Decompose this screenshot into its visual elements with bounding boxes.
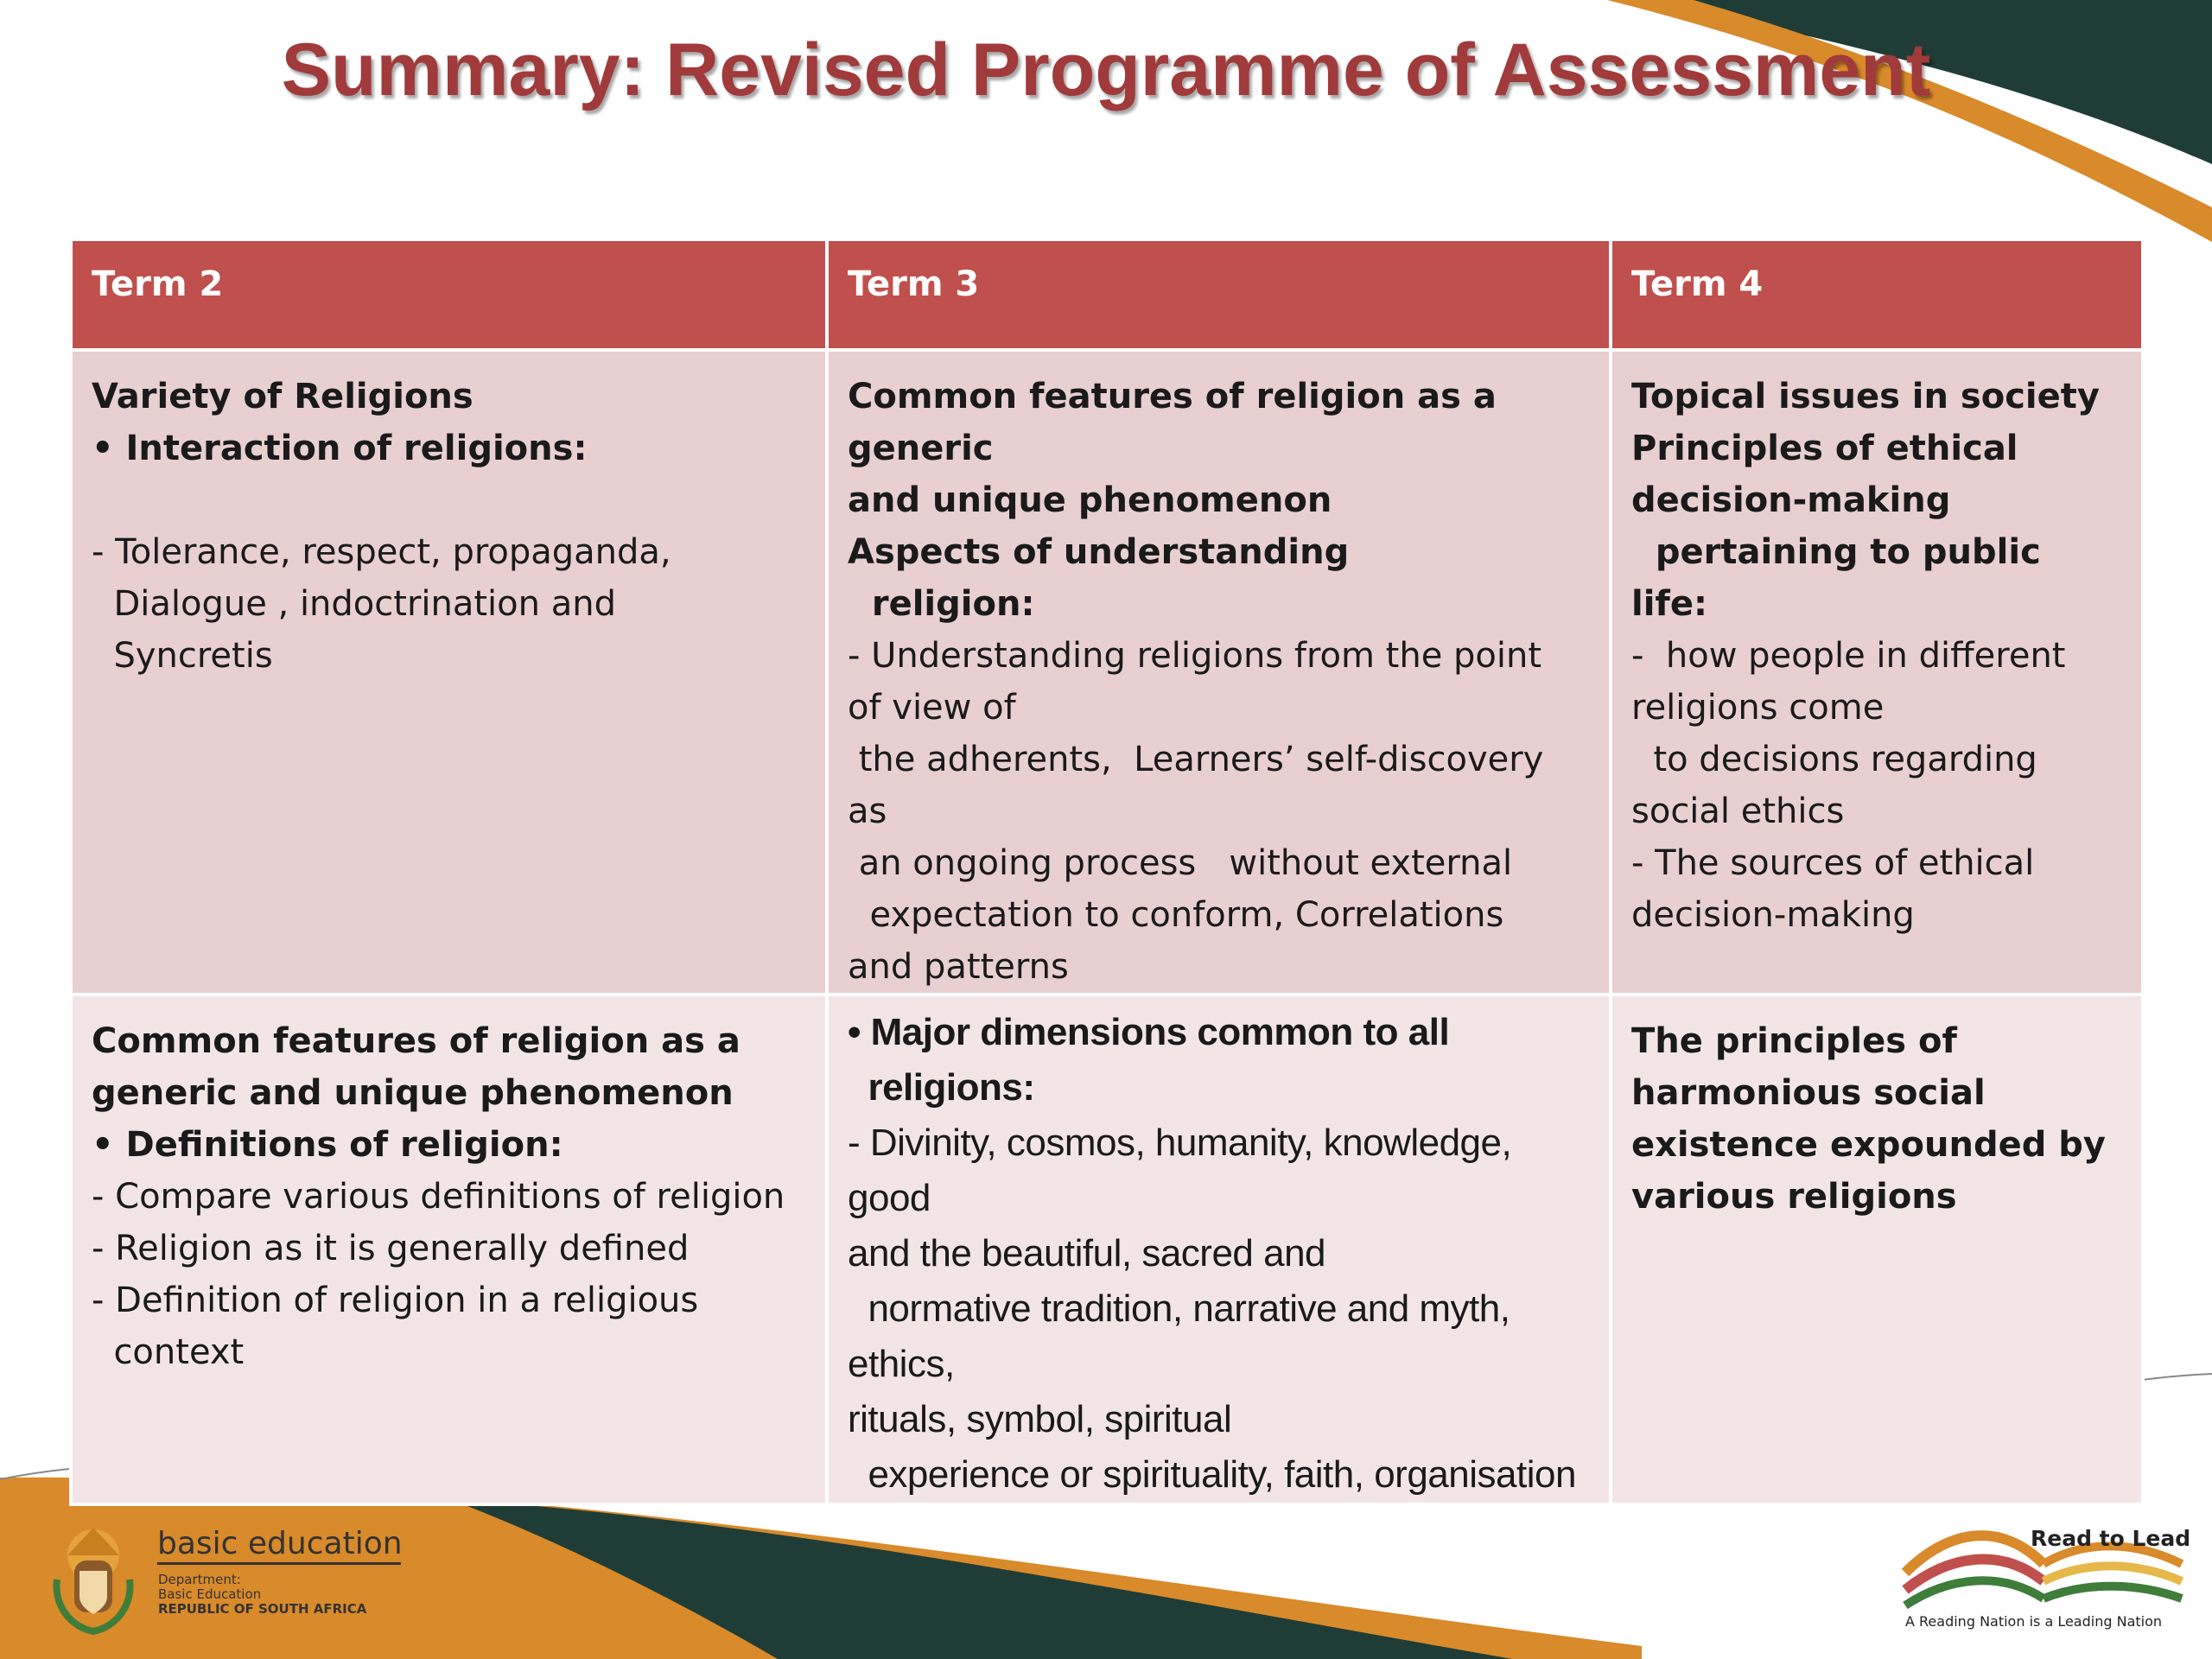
cell-line: Topical issues in society	[1631, 377, 2100, 416]
cell-line: Variety of Religions	[92, 377, 474, 416]
header-term-4: Term 4	[1611, 239, 2143, 350]
dept-line-1: Department:	[158, 1572, 241, 1587]
cell-line: religions come	[1631, 688, 1885, 728]
cell-line: harmonious social	[1631, 1073, 1986, 1113]
basic-education-logo-text: basic education	[157, 1526, 403, 1561]
assessment-table	[69, 238, 2145, 1506]
table-row	[71, 995, 2143, 1504]
cell-line: decision-making	[1631, 895, 1915, 935]
cell-term-3-row-2	[827, 995, 1611, 1504]
cell-line: as	[848, 791, 887, 831]
cell-line: Common features of religion as a generic	[848, 377, 1509, 468]
cell-line: The principles of	[1631, 1021, 1957, 1061]
cell-line: decision-making	[1631, 480, 1951, 520]
cell-term-4-row-2	[1611, 995, 2143, 1504]
header-row	[71, 239, 2143, 350]
cell-line: existence expounded by	[1631, 1125, 2106, 1165]
department-text	[158, 1573, 366, 1617]
cell-line: various religions	[1631, 1177, 1957, 1217]
read-to-lead-slogan: A Reading Nation is a Leading Nation	[1905, 1613, 2163, 1630]
cell-term-2-row-1	[71, 350, 827, 995]
cell-line: Common features of religion as a	[92, 1021, 741, 1061]
cell-line: Principles of ethical	[1631, 429, 2018, 468]
cell-line: normative tradition, narrative and myth, ethics,	[848, 1287, 1521, 1385]
table-row	[71, 350, 2143, 995]
cell-line: Aspects of understanding	[848, 532, 1350, 572]
cell-term-2-row-2	[71, 995, 827, 1504]
cell-line: expectation to conform, Correlations	[848, 895, 1504, 935]
cell-line: • Interaction of religions:	[92, 429, 588, 468]
cell-line: social ethics	[1631, 791, 1845, 831]
cell-line: rituals, symbol, spiritual	[848, 1398, 1232, 1440]
slide-title: Summary: Revised Programme of Assessment	[281, 29, 1931, 111]
cell-line: - Compare various definitions of religion	[92, 1177, 785, 1217]
country-line: REPUBLIC OF SOUTH AFRICA	[158, 1601, 367, 1617]
cell-line: religions:	[848, 1066, 1035, 1109]
read-to-lead-title: Read to Lead	[2031, 1526, 2191, 1551]
cell-line: - Religion as it is generally defined	[92, 1229, 690, 1268]
dept-line-2: Basic Education	[158, 1586, 262, 1602]
cell-line: - Tolerance, respect, propaganda,	[92, 532, 671, 572]
cell-term-3-row-1	[827, 350, 1611, 995]
cell-line: pertaining to public life:	[1631, 532, 2053, 624]
cell-line: an ongoing process without external	[848, 843, 1513, 883]
cell-line: context	[92, 1332, 245, 1372]
cell-line: • Major dimensions common to all	[848, 1011, 1450, 1053]
cell-line: - Understanding religions from the point	[848, 636, 1542, 676]
cell-line: and unique phenomenon	[848, 480, 1332, 520]
cell-line: • Definitions of religion:	[92, 1125, 563, 1165]
cell-line: Syncretis	[92, 636, 273, 676]
cell-line	[92, 474, 806, 526]
cell-line: Dialogue , indoctrination and	[92, 584, 616, 624]
cell-line: - how people in different	[1631, 636, 2066, 676]
header-term-2: Term 2	[71, 239, 827, 350]
cell-line: of view of	[848, 688, 1016, 728]
cell-line: and the beautiful, sacred and	[848, 1232, 1326, 1274]
cell-line: the adherents, Learners’ self-discovery	[848, 740, 1544, 779]
header-term-3: Term 3	[827, 239, 1611, 350]
cell-line: - Divinity, cosmos, humanity, knowledge, good	[848, 1122, 1522, 1219]
cell-line: - Definition of religion in a religious	[92, 1281, 699, 1320]
cell-term-4-row-1	[1611, 350, 2143, 995]
cell-line: and patterns	[848, 947, 1069, 987]
cell-line: experience or spirituality, faith, organisation	[848, 1453, 1576, 1496]
cell-line: generic and unique phenomenon	[92, 1073, 734, 1113]
cell-line: to decisions regarding	[1631, 740, 2037, 779]
cell-line: - The sources of ethical	[1631, 843, 2035, 883]
cell-line: religion:	[848, 584, 1035, 624]
